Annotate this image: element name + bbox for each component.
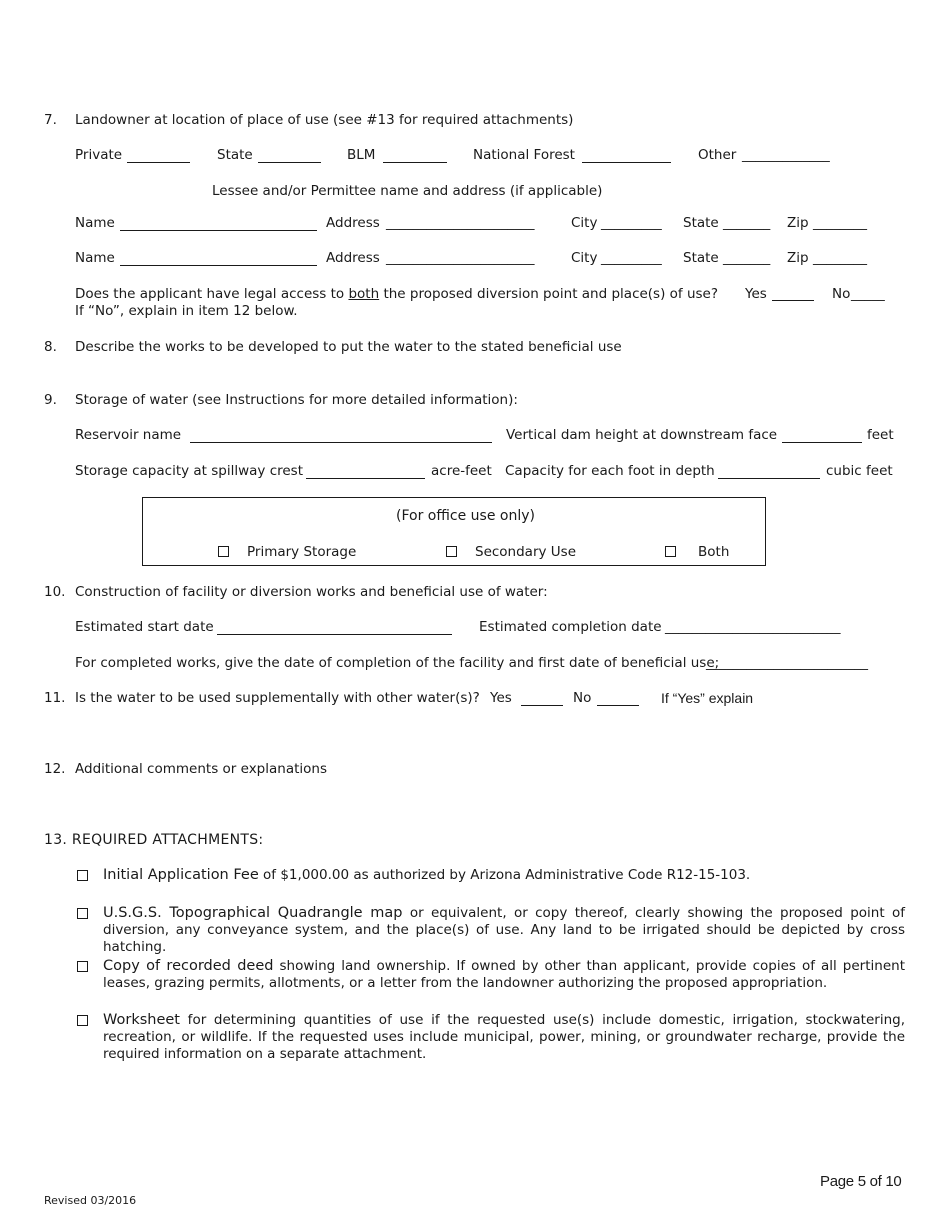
storage-capacity-label: Storage capacity at spillway crest xyxy=(75,463,304,479)
reservoir-name-label: Reservoir name xyxy=(75,427,182,443)
item-12-text: Additional comments or explanations xyxy=(75,761,327,777)
zip-label-1: Zip xyxy=(787,215,809,231)
zip-field-1[interactable]: ________ xyxy=(813,215,867,231)
item-11-text: Is the water to be used supplementally with other water(s)? xyxy=(75,690,480,706)
supplemental-yes-field[interactable] xyxy=(521,705,563,706)
name-field-1[interactable] xyxy=(120,230,317,231)
item-9-number: 9. xyxy=(44,392,57,408)
attachment-deed-checkbox[interactable] xyxy=(77,961,88,972)
start-date-field[interactable] xyxy=(217,634,452,635)
address-field-1[interactable]: ______________________ xyxy=(386,215,535,231)
supplemental-yes-label: Yes xyxy=(490,690,512,706)
zip-field-2[interactable]: ________ xyxy=(813,250,867,266)
attachment-worksheet-text: Worksheet for determining quantities of use if the requested use(s) include domestic, irrigation, stockwatering, recreation, or wildlife. If the requested uses include municipal, power, mining, or groundwater recharge, provide the required information on a separate attachment. xyxy=(103,1012,905,1062)
supplemental-no-field[interactable] xyxy=(597,705,639,706)
other-field[interactable]: _____________ xyxy=(742,147,830,163)
attachment-deed-text: Copy of recorded deed showing land ownership. If owned by other than applicant, provide copies of all pertinent leases, grazing permits, allotments, or a letter from the landowner authorizing the proposed appropriation. xyxy=(103,958,905,991)
zip-label-2: Zip xyxy=(787,250,809,266)
item-11-number: 11. xyxy=(44,690,66,706)
blm-label: BLM xyxy=(347,147,376,163)
private-label: Private xyxy=(75,147,123,163)
secondary-use-checkbox[interactable] xyxy=(446,546,457,557)
attachment-fee-text: Initial Application Fee of $1,000.00 as authorized by Arizona Administrative Code R12-15-103. xyxy=(103,867,751,883)
access-yes-label: Yes xyxy=(745,286,767,302)
storage-capacity-field[interactable] xyxy=(306,478,425,479)
capacity-per-foot-field[interactable] xyxy=(718,478,820,479)
page-number: Page 5 of 10 xyxy=(820,1173,902,1190)
dam-height-field[interactable] xyxy=(782,442,862,443)
item-9-title: Storage of water (see Instructions for more detailed information): xyxy=(75,392,518,408)
secondary-use-label: Secondary Use xyxy=(475,544,577,560)
address-field-2[interactable]: ______________________ xyxy=(386,250,535,266)
state-label-1: State xyxy=(683,215,719,231)
office-use-title: (For office use only) xyxy=(396,508,535,524)
blm-field[interactable] xyxy=(383,162,447,163)
completed-works-label: For completed works, give the date of completion of the facility and first date of beneficial use; xyxy=(75,655,720,671)
attachment-map-text: U.S.G.S. Topographical Quadrangle map or equivalent, or copy thereof, clearly showing the proposed point of diversion, any conveyance system, and the place(s) of use. Any land to be irrigated should be depicted by cross hatching. xyxy=(103,905,905,955)
city-field-2[interactable]: _________ xyxy=(601,250,662,266)
item-7-number: 7. xyxy=(44,112,57,128)
dam-height-label: Vertical dam height at downstream face xyxy=(506,427,778,443)
access-yes-field[interactable] xyxy=(772,300,814,301)
state-owner-field[interactable] xyxy=(258,162,321,163)
both-checkbox[interactable] xyxy=(665,546,676,557)
state-label-2: State xyxy=(683,250,719,266)
item-10-number: 10. xyxy=(44,584,66,600)
name-label-2: Name xyxy=(75,250,115,266)
supplemental-no-label: No xyxy=(573,690,592,706)
capacity-per-foot-label: Capacity for each foot in depth xyxy=(505,463,715,479)
state-owner-label: State xyxy=(217,147,253,163)
city-label-1: City xyxy=(571,215,598,231)
legal-access-question: Does the applicant have legal access to both the proposed diversion point and place(s) of use? xyxy=(75,286,719,302)
access-no-label: No xyxy=(832,286,851,302)
required-attachments-heading: 13. REQUIRED ATTACHMENTS: xyxy=(44,832,264,848)
if-yes-explain: If “Yes” explain xyxy=(661,690,754,706)
national-forest-label: National Forest xyxy=(473,147,575,163)
access-no-field[interactable]: _____ xyxy=(851,286,885,302)
name-field-2[interactable] xyxy=(120,265,317,266)
start-date-label: Estimated start date xyxy=(75,619,214,635)
attachment-map-checkbox[interactable] xyxy=(77,908,88,919)
item-12-number: 12. xyxy=(44,761,66,777)
city-field-1[interactable]: _________ xyxy=(601,215,662,231)
acre-feet-unit: acre-feet xyxy=(431,463,492,479)
attachment-worksheet-checkbox[interactable] xyxy=(77,1015,88,1026)
state-field-1[interactable]: _______ xyxy=(723,215,771,231)
completion-date-label: Estimated completion date xyxy=(479,619,662,635)
attachment-fee-checkbox[interactable] xyxy=(77,870,88,881)
item-10-title: Construction of facility or diversion works and beneficial use of water: xyxy=(75,584,548,600)
national-forest-field[interactable] xyxy=(582,162,671,163)
feet-unit: feet xyxy=(867,427,894,443)
both-label: Both xyxy=(698,544,730,560)
primary-storage-label: Primary Storage xyxy=(247,544,357,560)
completion-date-field[interactable]: __________________________ xyxy=(665,619,841,635)
if-no-note: If “No”, explain in item 12 below. xyxy=(75,303,298,319)
name-label-1: Name xyxy=(75,215,115,231)
revised-date: Revised 03/2016 xyxy=(44,1194,137,1207)
cubic-feet-unit: cubic feet xyxy=(826,463,893,479)
item-8-number: 8. xyxy=(44,339,57,355)
state-field-2[interactable]: _______ xyxy=(723,250,771,266)
address-label-2: Address xyxy=(326,250,380,266)
other-label: Other xyxy=(698,147,737,163)
item-8-text: Describe the works to be developed to put the water to the stated beneficial use xyxy=(75,339,622,355)
address-label-1: Address xyxy=(326,215,380,231)
item-7-title: Landowner at location of place of use (see #13 for required attachments) xyxy=(75,112,574,128)
reservoir-name-field[interactable] xyxy=(190,442,492,443)
completed-works-field[interactable]: ________________________ xyxy=(706,655,868,671)
city-label-2: City xyxy=(571,250,598,266)
private-field[interactable] xyxy=(127,162,190,163)
primary-storage-checkbox[interactable] xyxy=(218,546,229,557)
lessee-heading: Lessee and/or Permittee name and address (if applicable) xyxy=(212,183,603,199)
